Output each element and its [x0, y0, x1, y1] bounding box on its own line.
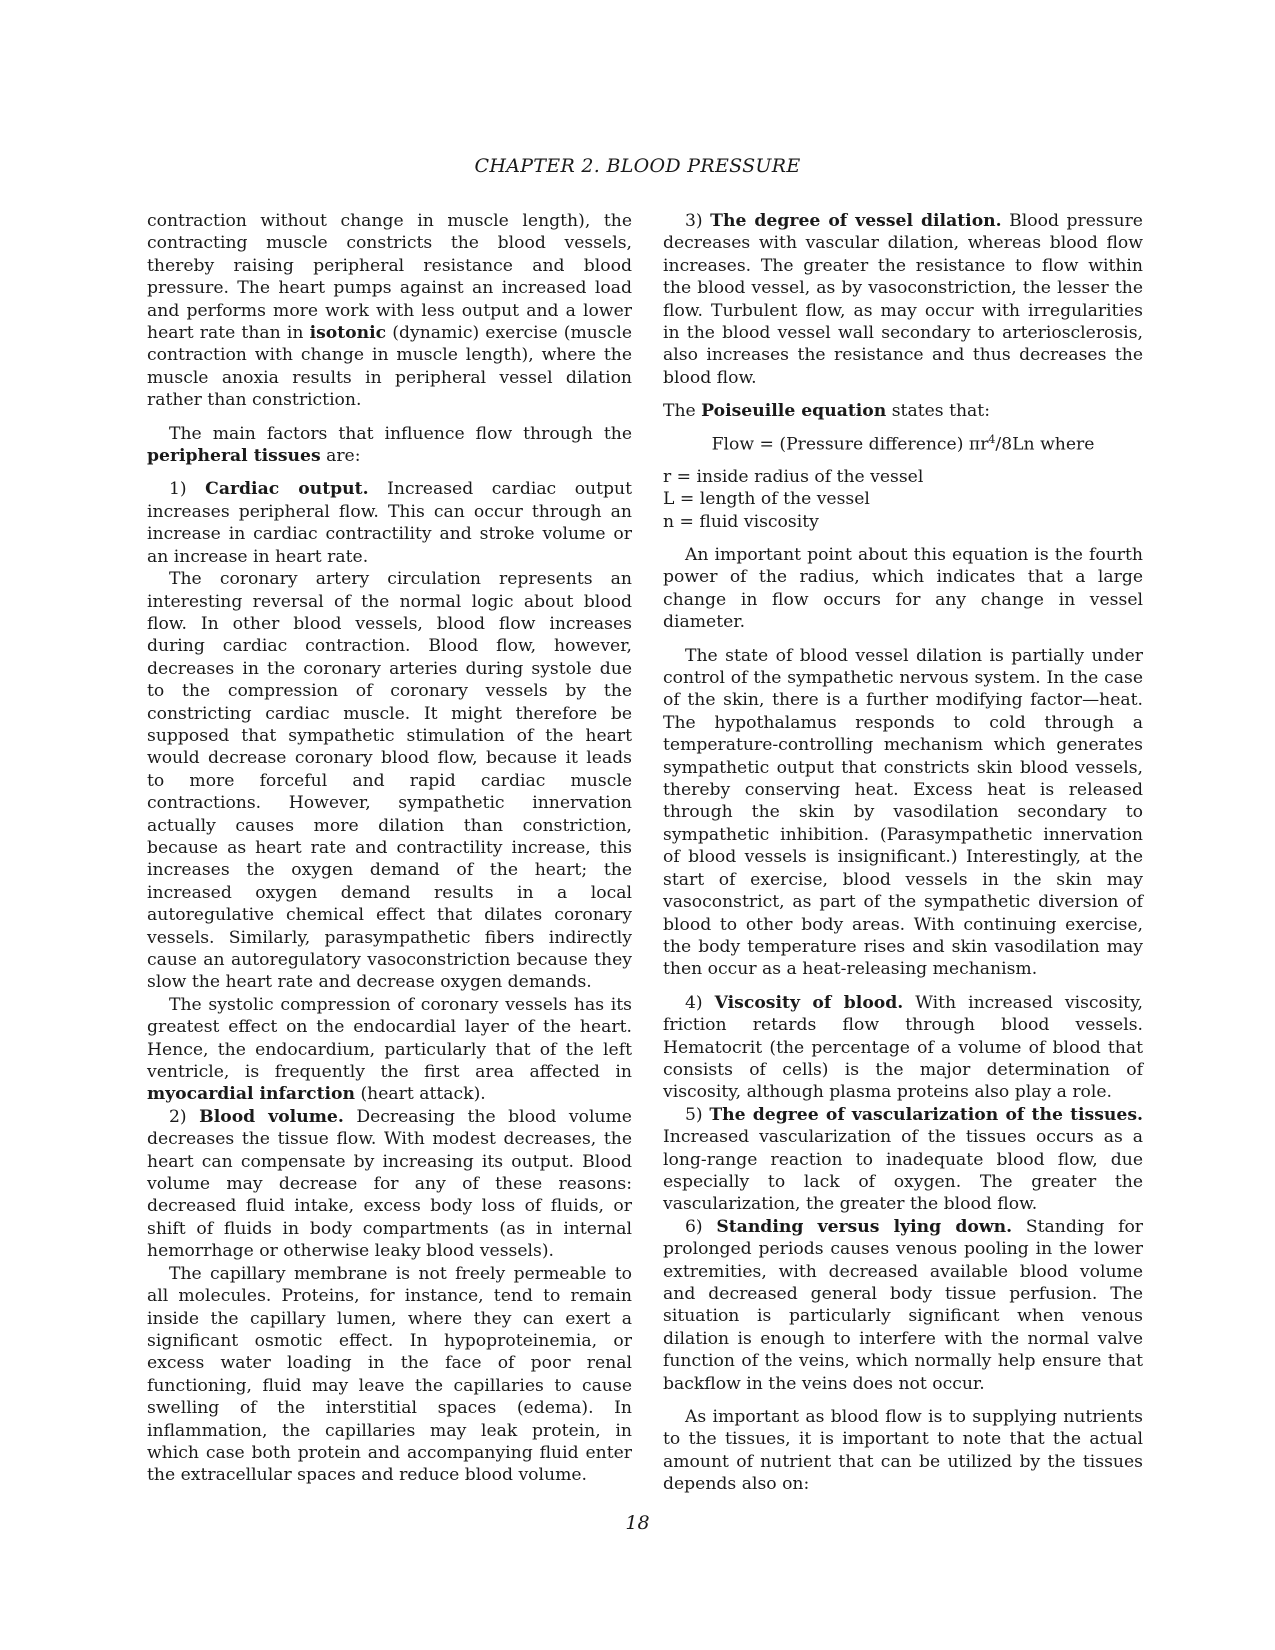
paragraph: The state of blood vessel dilation is partially under control of the sympathetic nervous system. In the case of the skin, there is a further modifying factor—heat. The hypothalamus responds to cold through a temperature-controlling mechanism which generates sympathetic output that constricts skin blood vessels, thereby conserving heat. Excess heat is released through the skin by vasodilation secondary to sympathetic inhibition. (Parasympathetic innervation of blood vessels is insignificant.) Interestingly, at the start of exercise, blood vessels in the skin may vasoconstrict, as part of the sympathetic diversion of blood to other body areas. With continuing exercise, the body temperature rises and skin vasodilation may then occur as a heat-releasing mechanism.	[663, 645, 1143, 980]
paragraph: The main factors that influence flow through the peripheral tissues are:	[147, 423, 632, 467]
chapter-header: CHAPTER 2. BLOOD PRESSURE	[474, 155, 801, 177]
paragraph: An important point about this equation is the fourth power of the radius, which indicates that a large change in flow occurs for any change in vessel diameter.	[663, 545, 1143, 633]
poiseuille-equation: Flow = (Pressure difference) $\pi r^4/8Ln$ where	[711, 432, 1095, 455]
paragraph: As important as blood flow is to supplying nutrients to the tissues, it is important to note that the actual amount of nutrient that can be utilized by the tissues depends also on:	[663, 1407, 1143, 1495]
right-column	[663, 210, 1143, 1496]
list-item-blood-volume: 2) Blood volume. Decreasing the blood volume decreases the tissue flow. With modest decreases, the heart can compensate by increasing its output. Blood volume may decrease for any of these reasons: decreased fluid intake, excess body loss of fluids, or shift of fluids in body compartments (as in internal hemorrhage or otherwise leaky blood vessels).	[147, 1106, 632, 1262]
variable-n: n = fluid viscosity	[663, 511, 819, 532]
paragraph: The capillary membrane is not freely permeable to all molecules. Proteins, for instance, tend to remain inside the capillary lumen, where they can exert a significant osmotic effect. In hypoproteinemia, or excess water loading in the face of poor renal functioning, fluid may leave the capillaries to cause swelling of the interstitial spaces (edema). In inflammation, the capillaries may leak protein, in which case both protein and accompanying fluid enter the extracellular spaces and reduce blood volume.	[147, 1263, 632, 1486]
variable-l: L = length of the vessel	[663, 489, 870, 510]
paragraph: The coronary artery circulation represents an interesting reversal of the normal logic about blood flow. In other blood vessels, blood flow increases during cardiac contraction. Blood flow, however, decreases in the coronary arteries during systole due to the compression of coronary vessels by the constricting cardiac muscle. It might therefore be supposed that sympathetic stimulation of the heart would decrease coronary blood flow, because it leads to more forceful and rapid cardiac muscle contractions. However, sympathetic innervation actually causes more dilation than constriction, because as heart rate and contractility increase, this increases the oxygen demand of the heart; the increased oxygen demand results in a local autoregulative chemical effect that dilates coronary vessels. Similarly, parasympathetic fibers indirectly cause an autoregulatory vasoconstriction because they slow the heart rate and decrease oxygen demands.	[147, 569, 632, 993]
paragraph: contraction without change in muscle length), the contracting muscle constricts the blood vessels, thereby raising peripheral resistance and blood pressure. The heart pumps against an increased load and performs more work with less output and a lower heart rate than in isotonic (dynamic) exercise (muscle contraction with change in muscle length), where the muscle anoxia results in peripheral vessel dilation rather than constriction.	[147, 211, 632, 411]
list-item-viscosity: 4) Viscosity of blood. With increased viscosity, friction retards flow through blood vessels. Hematocrit (the percentage of a volume of blood that consists of cells) is the major determination of viscosity, although plasma proteins also play a role.	[663, 992, 1143, 1103]
page-number: 18	[625, 1512, 650, 1534]
list-item-vessel-dilation: 3) The degree of vessel dilation. Blood pressure decreases with vascular dilation, whereas blood flow increases. The greater the resistance to flow within the blood vessel, as by vasoconstriction, the lesser the flow. Turbulent flow, as may occur with irregularities in the blood vessel wall secondary to arteriosclerosis, also increases the resistance and thus decreases the blood flow.	[663, 211, 1143, 388]
list-item-standing: 6) Standing versus lying down. Standing for prolonged periods causes venous pooling in the lower extremities, with decreased available blood volume and decreased general body tissue perfusion. The situation is particularly significant when venous dilation is enough to interfere with the normal valve function of the veins, which normally help ensure that backflow in the veins does not occur.	[663, 1216, 1144, 1394]
list-item-vascularization: 5) The degree of vascularization of the tissues. Increased vascularization of the tissues occurs as a long-range reaction to inadequate blood flow, due especially to lack of oxygen. The greater the vascularization, the greater the blood flow.	[663, 1104, 1143, 1215]
paragraph: The Poiseuille equation states that:	[663, 401, 990, 422]
paragraph: The systolic compression of coronary vessels has its greatest effect on the endocardial layer of the heart. Hence, the endocardium, particularly that of the left ventricle, is frequently the first area affected in myocardial infarction (heart attack).	[147, 994, 632, 1105]
variable-r: r = inside radius of the vessel	[663, 466, 924, 487]
variable-list	[663, 466, 1143, 533]
left-column	[147, 210, 632, 1487]
list-item-cardiac-output: 1) Cardiac output. Increased cardiac output increases peripheral flow. This can occur through an increase in cardiac contractility and stroke volume or an increase in heart rate.	[147, 479, 633, 567]
